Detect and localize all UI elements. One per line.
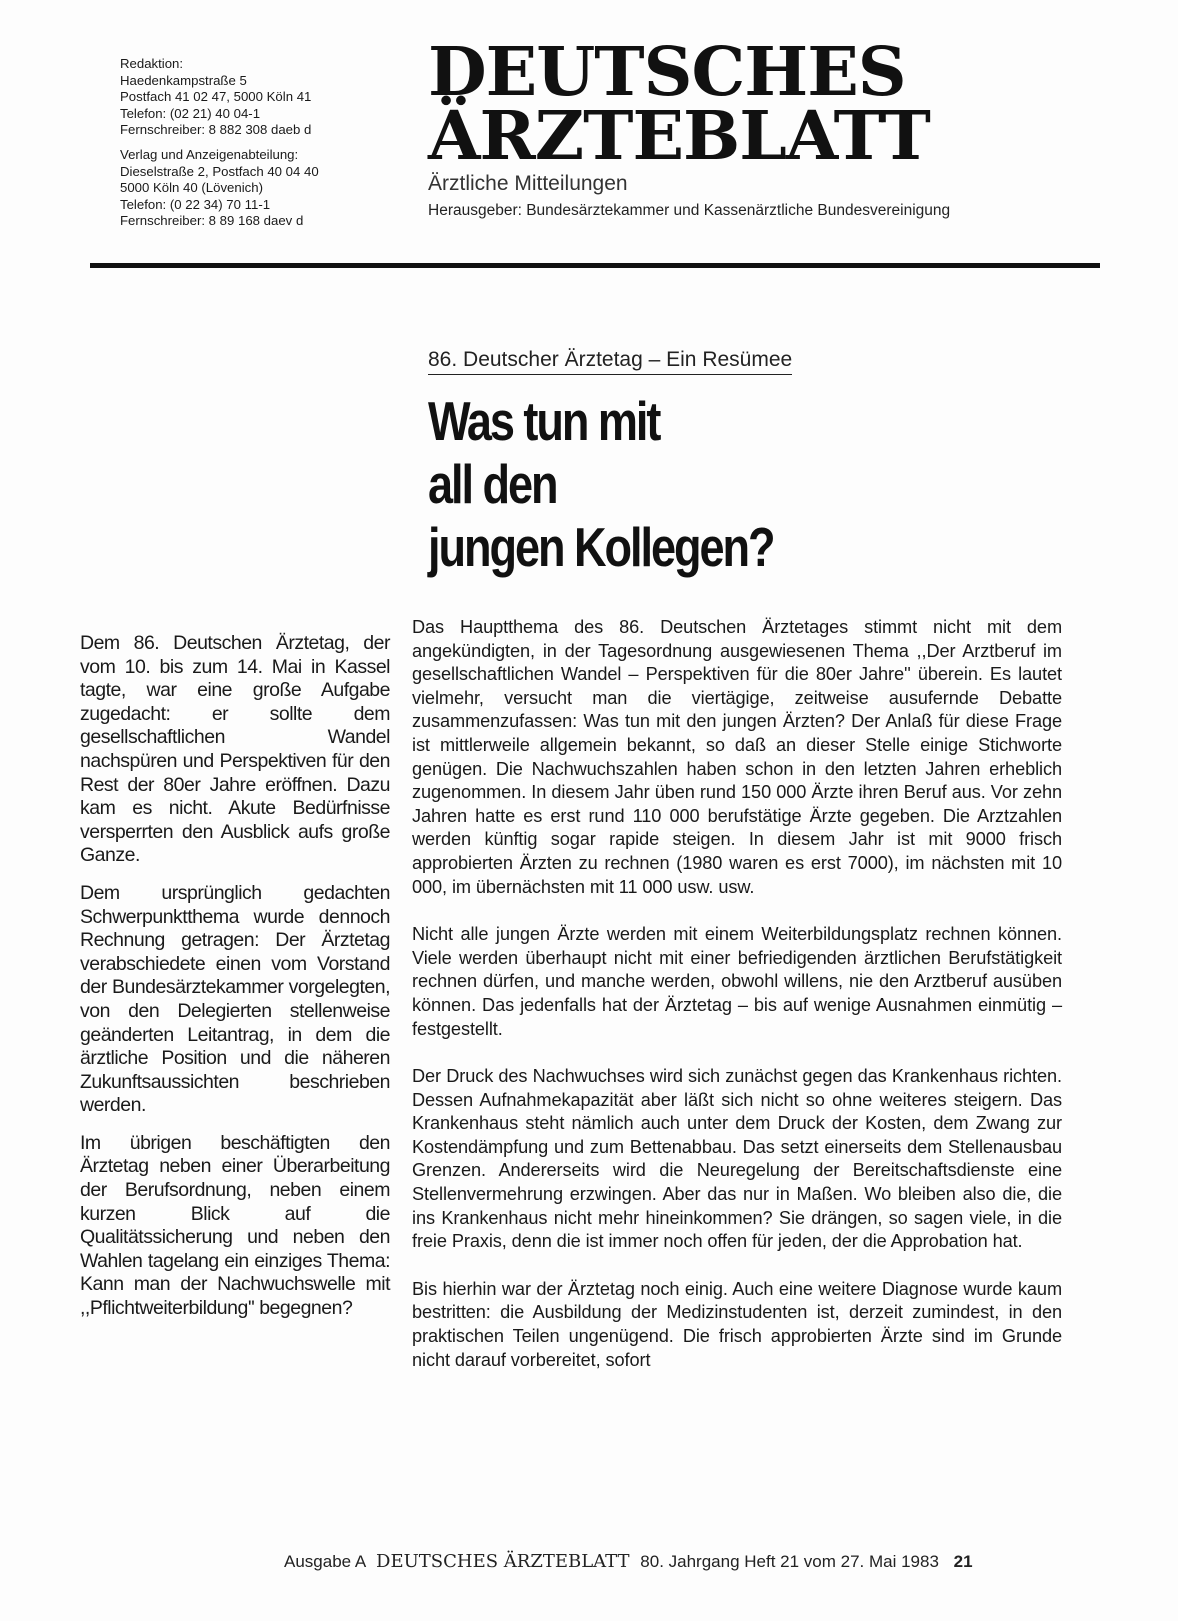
intro-paragraph: Im übrigen beschäftigten den Ärztetag neben einer Überarbeitung der Berufsordnung, neben einem kurzen Blick auf die Qualitätssicherung und neben den Wahlen tagelang ein einziges Thema: Kann man der Nachwuchswelle mit ,,Pflichtweiterbildung'' begegnen? — [80, 1131, 390, 1320]
body-column — [412, 616, 1062, 1396]
page-footer — [284, 1551, 973, 1572]
address-line: Postfach 41 02 47, 5000 Köln 41 — [120, 89, 312, 105]
masthead-subtitle: Ärztliche Mitteilungen — [428, 172, 628, 195]
address-line: Fernschreiber: 8 89 168 daev d — [120, 213, 304, 229]
article-kicker: 86. Deutscher Ärztetag – Ein Resümee — [428, 348, 792, 375]
address-line: Fernschreiber: 8 882 308 daeb d — [120, 122, 312, 138]
redaktion-block — [120, 56, 390, 139]
footer-issue: 80. Jahrgang Heft 21 vom 27. Mai 1983 — [640, 1552, 939, 1571]
footer-edition: Ausgabe A — [284, 1552, 366, 1571]
headline-line: jungen Kollegen? — [428, 516, 774, 578]
intro-column — [80, 632, 390, 1335]
headline-line: all den — [428, 453, 557, 515]
address-line: Telefon: (0 22 34) 70 11-1 — [120, 196, 271, 212]
article-headline — [428, 390, 887, 579]
masthead — [428, 32, 1108, 220]
masthead-title-line2: ÄRZTEBLATT — [428, 96, 930, 175]
address-line: Telefon: (02 21) 40 04-1 — [120, 105, 261, 121]
headline-line: Was tun mit — [428, 390, 660, 452]
intro-paragraph: Dem 86. Deutschen Ärztetag, der vom 10. bis zum 14. Mai in Kassel tagte, war eine große Aufgabe zugedacht: er sollte dem gesellschaftlichen Wandel nachspüren und Perspektiven für den Rest der 80er Jahre eröffnen. Dazu kam es nicht. Akute Bedürfnisse versperrten den Ausblick aufs große Ganze. — [80, 632, 390, 867]
address-line: Dieselstraße 2, Postfach 40 04 40 — [120, 163, 319, 179]
address-line: Redaktion: — [120, 56, 184, 71]
body-paragraph: Das Hauptthema des 86. Deutschen Ärztetages stimmt nicht mit dem angekündigten, in der Tagesordnung ausgewiesenen Thema ,,Der Arztberuf im gesellschaftlichen Wandel – Perspektiven für die 80er Jahre'' überein. Es lautet vielmehr, versucht man die viertägige, zeitweise ausufernde Debatte zusammenzufassen: Was tun mit den jungen Ärzten? Der Anlaß für diese Frage ist mittlerweile allgemein bekannt, so daß an dieser Stelle einige Stichworte genügen. Die Nachwuchszahlen haben schon in den letzten Jahren erheblich zugenommen. In diesem Jahr üben rund 150 000 Ärzte ihren Beruf aus. Vor zehn Jahren hatte es erst rund 110 000 berufstätige Ärzte gegeben. Die Arztzahlen werden künftig sogar rapide steigen. In diesem Jahr ist mit 9000 frisch approbierten Ärzten zu rechnen (1980 waren es erst 7000), im nächsten mit 10 000, im übernächsten mit 11 000 usw. usw. — [412, 617, 1062, 897]
page-number: 21 — [953, 1552, 973, 1571]
address-line: Verlag und Anzeigenabteilung: — [120, 146, 299, 162]
body-paragraph: Nicht alle jungen Ärzte werden mit einem Weiterbildungsplatz rechnen können. Viele werden überhaupt nicht mit einer befriedigenden ärztlichen Berufstätigkeit rechnen dürfen, und manche werden, obwohl willens, nie den Arztberuf ausüben können. Das jedenfalls hat der Ärztetag – bis auf wenige Ausnahmen einmütig – festgestellt. — [412, 924, 1062, 1039]
body-paragraph: Bis hierhin war der Ärztetag noch einig. Auch eine weitere Diagnose wurde kaum bestritten: die Ausbildung der Medizinstudenten ist, derzeit zumindest, in den praktischen Teilen ungenügend. Die frisch approbierten Ärzte sind im Grunde nicht darauf vorbereitet, sofort — [412, 1278, 1062, 1370]
body-paragraph: Der Druck des Nachwuchses wird sich zunächst gegen das Krankenhaus richten. Dessen Aufnahmekapazität aber läßt sich nicht so ohne weiteres steigern. Das Krankenhaus steht nämlich auch unter dem Druck der Kosten, dem Zwang zur Kostendämpfung und zum Bettenabbau. Das setzt einerseits dem Stellenausbau Grenzen. Andererseits wird die Neuregelung der Bereitschaftsdienste eine Stellenvermehrung erzwingen. Aber das nur in Maßen. Wo bleiben also die, die ins Krankenhaus nicht mehr hineinkommen? Sie drängen, so sagen viele, in die freie Praxis, denn die ist immer noch offen für jeden, der die Approbation hat. — [412, 1066, 1062, 1252]
editorial-address — [120, 56, 390, 238]
footer-brand: DEUTSCHES ÄRZTEBLATT — [376, 1551, 630, 1572]
masthead-rule — [90, 263, 1100, 268]
masthead-publisher: Herausgeber: Bundesärztekammer und Kassenärztliche Bundesvereinigung — [428, 202, 951, 219]
intro-paragraph: Dem ursprünglich gedachten Schwerpunktthema wurde dennoch Rechnung getragen: Der Ärztetag verabschiedete einen vom Vorstand der Bundesärztekammer vorgelegten, von den Delegierten stellenweise geänderten Leitantrag, in dem die ärztliche Position und die näheren Zukunftsaussichten beschrieben werden. — [80, 881, 390, 1117]
masthead-title-line1: DEUTSCHES — [428, 32, 906, 111]
address-line: Haedenkampstraße 5 — [120, 72, 247, 88]
verlag-block — [120, 147, 390, 230]
address-line: 5000 Köln 40 (Lövenich) — [120, 180, 263, 196]
